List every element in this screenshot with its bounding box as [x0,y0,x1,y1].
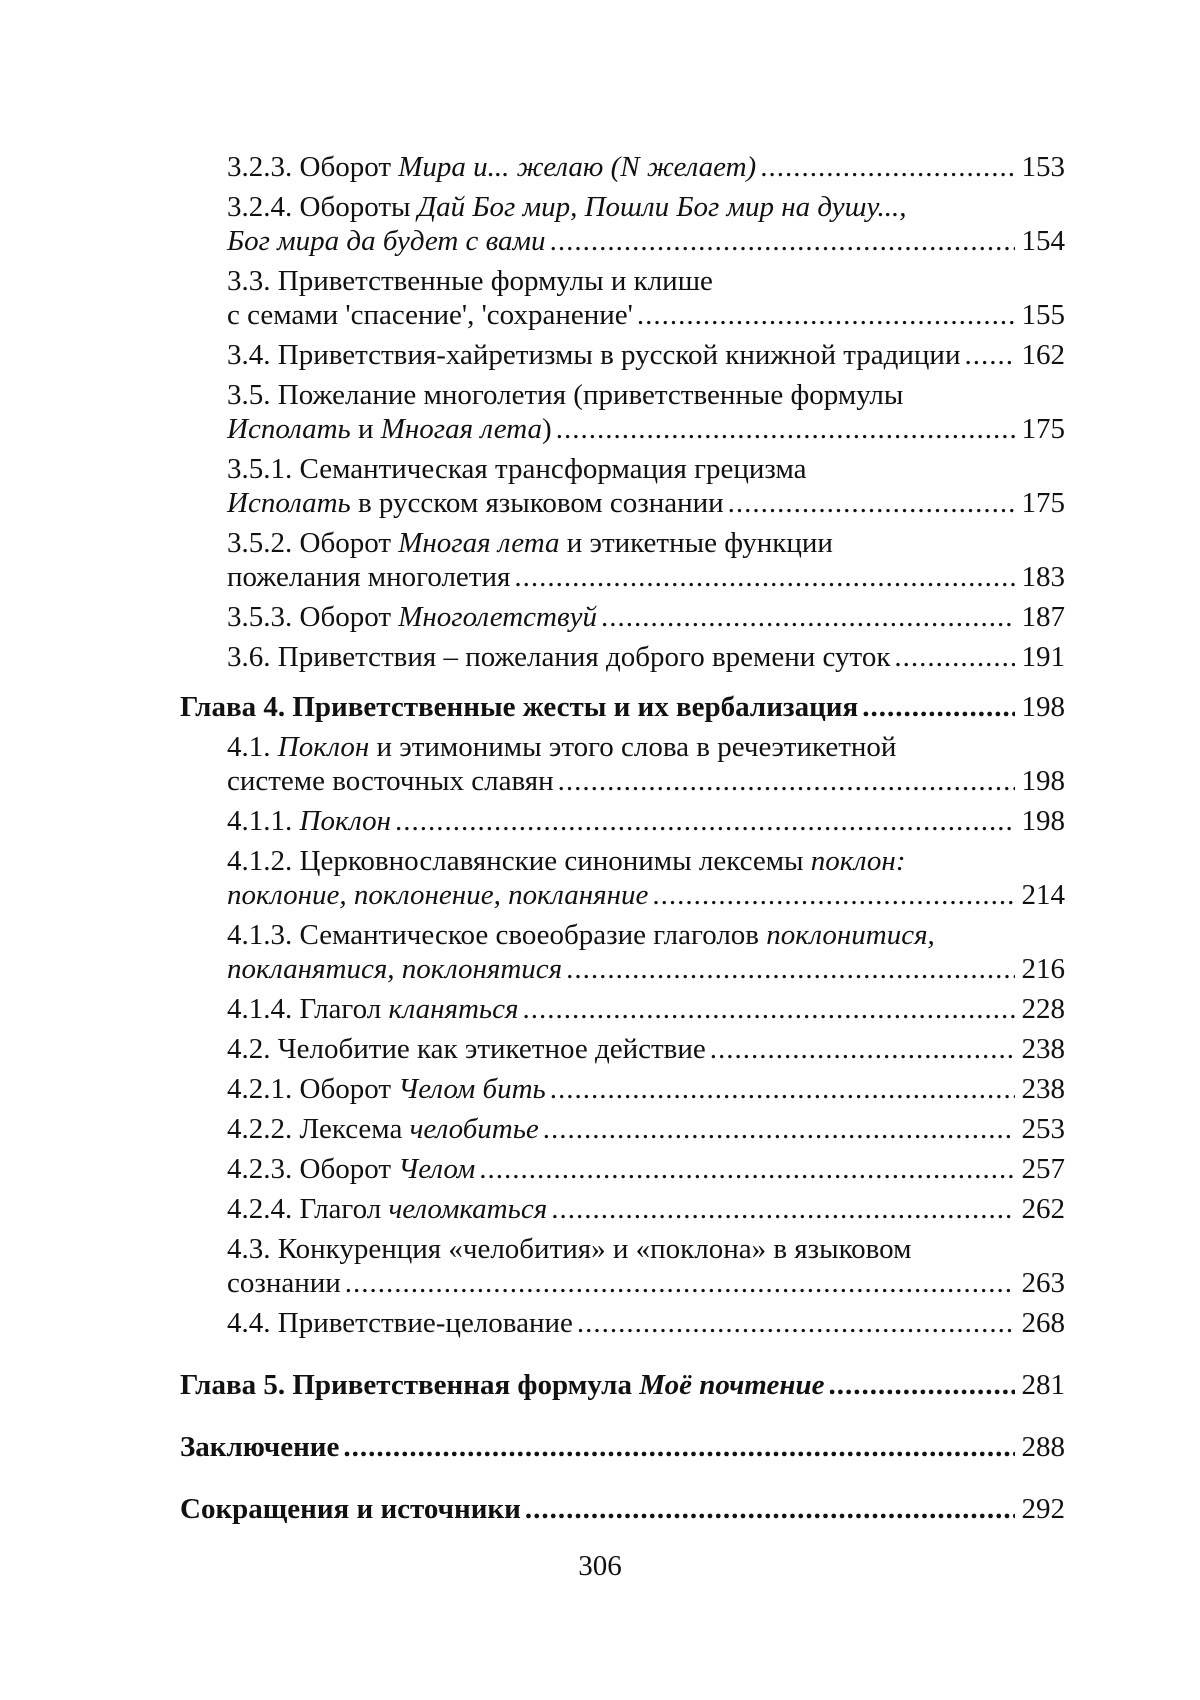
page-number: 175 [1021,413,1065,445]
entry-text-line2: Исполать и Многая лета) [227,413,552,445]
toc-entry-3-2-4 [180,190,1065,258]
page-number: 187 [1021,601,1065,633]
chapter-title: Заключение [180,1431,340,1463]
entry-text-line1: 3.3. Приветственные формулы и клише [227,265,713,297]
toc-entry-4-1 [180,730,1065,798]
toc-chapter-4 [180,690,1065,724]
page-number: 198 [1021,805,1065,837]
dot-leader [550,224,1015,258]
page-number: 198 [1021,765,1065,797]
toc-entry-3-4 [180,338,1065,372]
dot-leader [862,690,1015,724]
toc-entry-3-5-1 [180,452,1065,520]
page-number: 191 [1021,641,1065,673]
toc-entry-3-2-3 [180,150,1065,184]
page-number: 228 [1021,993,1065,1025]
page-number: 268 [1021,1307,1065,1339]
entry-text-line2: Бог мира да будет с вами [227,225,546,257]
page-number: 198 [1021,691,1065,723]
entry-text: 4.1.4. Глагол кланяться [227,993,519,1025]
page-number: 216 [1021,953,1065,985]
dot-leader [652,878,1015,912]
dot-leader [525,1492,1015,1526]
dot-leader [395,804,1015,838]
chapter-title: Глава 5. Приветственная формула Моё почтение [180,1369,825,1401]
toc-entry-4-1-3 [180,918,1065,986]
dot-leader [556,412,1015,446]
toc-entry-4-1-2 [180,844,1065,912]
entry-text-line1: 4.1.3. Семантическое своеобразие глаголов поклонитися, [227,919,935,951]
entry-text: 4.4. Приветствие-целование [227,1307,573,1339]
page-number: 292 [1021,1493,1065,1525]
entry-text: 4.2.4. Глагол челомкаться [227,1193,548,1225]
page-number: 281 [1021,1369,1065,1401]
page-number: 155 [1021,299,1065,331]
entry-text-line2: системе восточных славян [227,765,554,797]
dot-leader [522,992,1015,1026]
dot-leader [577,1306,1015,1340]
entry-text: 4.2.2. Лексема челобитье [227,1113,539,1145]
dot-leader [479,1152,1015,1186]
table-of-contents [180,150,1065,1532]
toc-entry-4-2-4 [180,1192,1065,1226]
page-number: 162 [1021,339,1065,371]
entry-text: 4.2.3. Оборот Челом [227,1153,476,1185]
entry-text: 4.2. Челобитие как этикетное действие [227,1033,706,1065]
dot-leader [760,150,1015,184]
page-number: 175 [1021,487,1065,519]
entry-text-line1: 3.5.1. Семантическая трансформация грецизма [227,453,807,485]
page-number: 154 [1021,225,1065,257]
entry-text: 3.2.3. Оборот Мира и... желаю (N желает) [227,151,757,183]
page-number: 238 [1021,1073,1065,1105]
toc-entry-4-2-3 [180,1152,1065,1186]
dot-leader [514,560,1015,594]
page-number: 253 [1021,1113,1065,1145]
toc-entry-4-3 [180,1232,1065,1300]
entry-text-line2: поклоние, поклонение, покланяние [227,879,649,911]
entry-text-line1: 4.3. Конкуренция «челобития» и «поклона» в языковом [227,1233,912,1265]
dot-leader [728,486,1015,520]
entry-text-line2: с семами 'спасение', 'сохранение' [227,299,633,331]
toc-entry-3-5-2 [180,526,1065,594]
dot-leader [894,640,1015,674]
dot-leader [828,1368,1015,1402]
entry-text-line2: сознании [227,1267,341,1299]
dot-leader [558,764,1015,798]
page-number: 214 [1021,879,1065,911]
toc-entry-4-2 [180,1032,1065,1066]
dot-leader [343,1430,1015,1464]
entry-text-line1: 3.2.4. Обороты Дай Бог мир, Пошли Бог мир на душу..., [227,191,907,223]
dot-leader [637,298,1015,332]
dot-leader [710,1032,1015,1066]
toc-entry-3-3 [180,264,1065,332]
toc-conclusion [180,1430,1065,1464]
entry-text-line1: 3.5. Пожелание многолетия (приветственные формулы [227,379,904,411]
toc-entry-4-1-1 [180,804,1065,838]
toc-entry-4-1-4 [180,992,1065,1026]
page-number: 263 [1021,1267,1065,1299]
entry-text-line2: пожелания многолетия [227,561,511,593]
dot-leader [551,1192,1015,1226]
dot-leader [345,1266,1015,1300]
toc-sources [180,1492,1065,1526]
chapter-title: Сокращения и источники [180,1493,521,1525]
page-number: 257 [1021,1153,1065,1185]
page-number: 183 [1021,561,1065,593]
page-number: 153 [1021,151,1065,183]
toc-entry-3-5-3 [180,600,1065,634]
toc-entry-3-6 [180,640,1065,674]
page-number: 262 [1021,1193,1065,1225]
chapter-title: Глава 4. Приветственные жесты и их вербализация [180,691,859,723]
entry-text-line1: 4.1.2. Церковнославянские синонимы лексемы поклон: [227,845,906,877]
dot-leader [964,338,1015,372]
entry-text-line2: покланятися, поклонятися [227,953,563,985]
toc-entry-4-2-1 [180,1072,1065,1106]
page-number: 288 [1021,1431,1065,1463]
toc-entry-4-4 [180,1306,1065,1340]
toc-chapter-5 [180,1368,1065,1402]
entry-text: 3.5.3. Оборот Многолетствуй [227,601,597,633]
page-number: 238 [1021,1033,1065,1065]
toc-entry-4-2-2 [180,1112,1065,1146]
entry-text-line1: 3.5.2. Оборот Многая лета и этикетные функции [227,527,833,559]
dot-leader [550,1072,1015,1106]
entry-text-line2: Исполать в русском языковом сознании [227,487,724,519]
entry-text: 3.4. Приветствия-хайретизмы в русской книжной традиции [227,339,961,371]
entry-text-line1: 4.1. Поклон и этимонимы этого слова в речеэтикетной [227,731,897,763]
dot-leader [601,600,1015,634]
entry-text: 4.2.1. Оборот Челом бить [227,1073,546,1105]
dot-leader [566,952,1015,986]
entry-text: 3.6. Приветствия – пожелания доброго времени суток [227,641,891,673]
toc-entry-3-5 [180,378,1065,446]
page-folio-number: 306 [578,1550,622,1582]
entry-text: 4.1.1. Поклон [227,805,391,837]
dot-leader [543,1112,1015,1146]
